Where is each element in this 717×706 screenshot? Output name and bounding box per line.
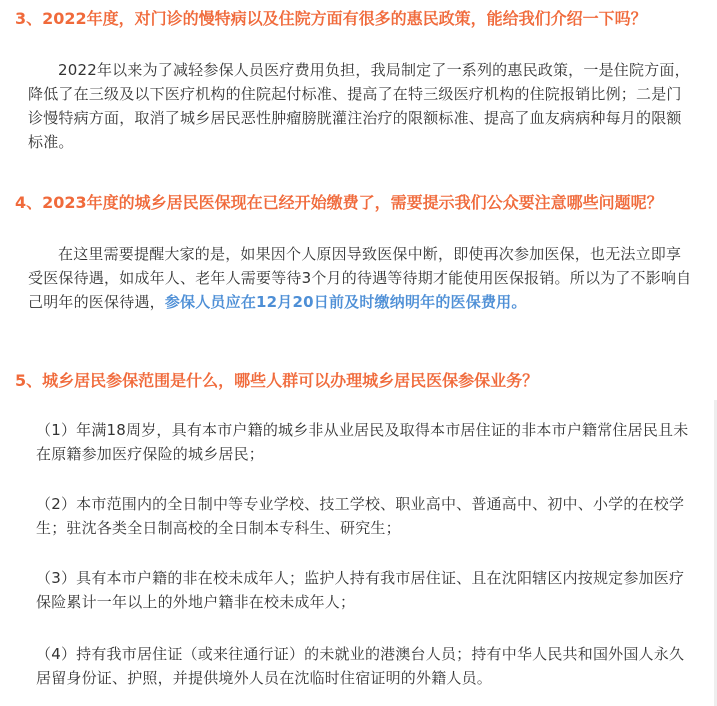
section-4-heading: 4、2023年度的城乡居民医保现在已经开始缴费了，需要提示我们公众要注意哪些问题呢？ [15, 193, 663, 212]
eligibility-item-3: （3）具有本市户籍的非在校未成年人；监护人持有我市居住证、且在沈阳辖区内按规定参加医疗保险累计一年以上的外地户籍非在校未成年人； [36, 569, 685, 611]
section-3-body: 2022年以来为了减轻参保人员医疗费用负担，我局制定了一系列的惠民政策，一是住院方面，降低了在三级及以下医疗机构的住院起付标准、提高了在特三级医疗机构的住院报销比例；二是门诊慢特病方面，取消了城乡居民恶性肿瘤膀胱灌注治疗的限额标准、提高了血友病病种每月的限额标准。 [28, 61, 690, 151]
section-4-highlight: 参保人员应在12月20日前及时缴纳明年的医保费用。 [164, 293, 527, 311]
eligibility-item-1: （1）年满18周岁，具有本市户籍的城乡非从业居民及取得本市居住证的非本市户籍常住居民且未在原籍参加医疗保险的城乡居民； [36, 421, 689, 463]
section-3-heading: 3、2022年度，对门诊的慢特病以及住院方面有很多的惠民政策，能给我们介绍一下吗？ [15, 9, 647, 28]
section-4-body [28, 242, 693, 314]
section-5-heading: 5、城乡居民参保范围是什么，哪些人群可以办理城乡居民医保参保业务？ [15, 371, 539, 390]
eligibility-item-2: （2）本市范围内的全日制中等专业学校、技工学校、职业高中、普通高中、初中、小学的在校学生；驻沈各类全日制高校的全日制本专科生、研究生； [36, 495, 685, 537]
eligibility-item-4: （4）持有我市居住证（或来往通行证）的未就业的港澳台人员；持有中华人民共和国外国人永久居留身份证、护照，并提供境外人员在沈临时住宿证明的外籍人员。 [36, 645, 685, 687]
section-4-body-text: 在这里需要提醒大家的是，如果因个人原因导致医保中断，即使再次参加医保，也无法立即享受医保待遇，如成年人、老年人需要等待3个月的待遇等待期才能使用医保报销。所以为了不影响自己明年的医保待遇， [28, 245, 692, 311]
